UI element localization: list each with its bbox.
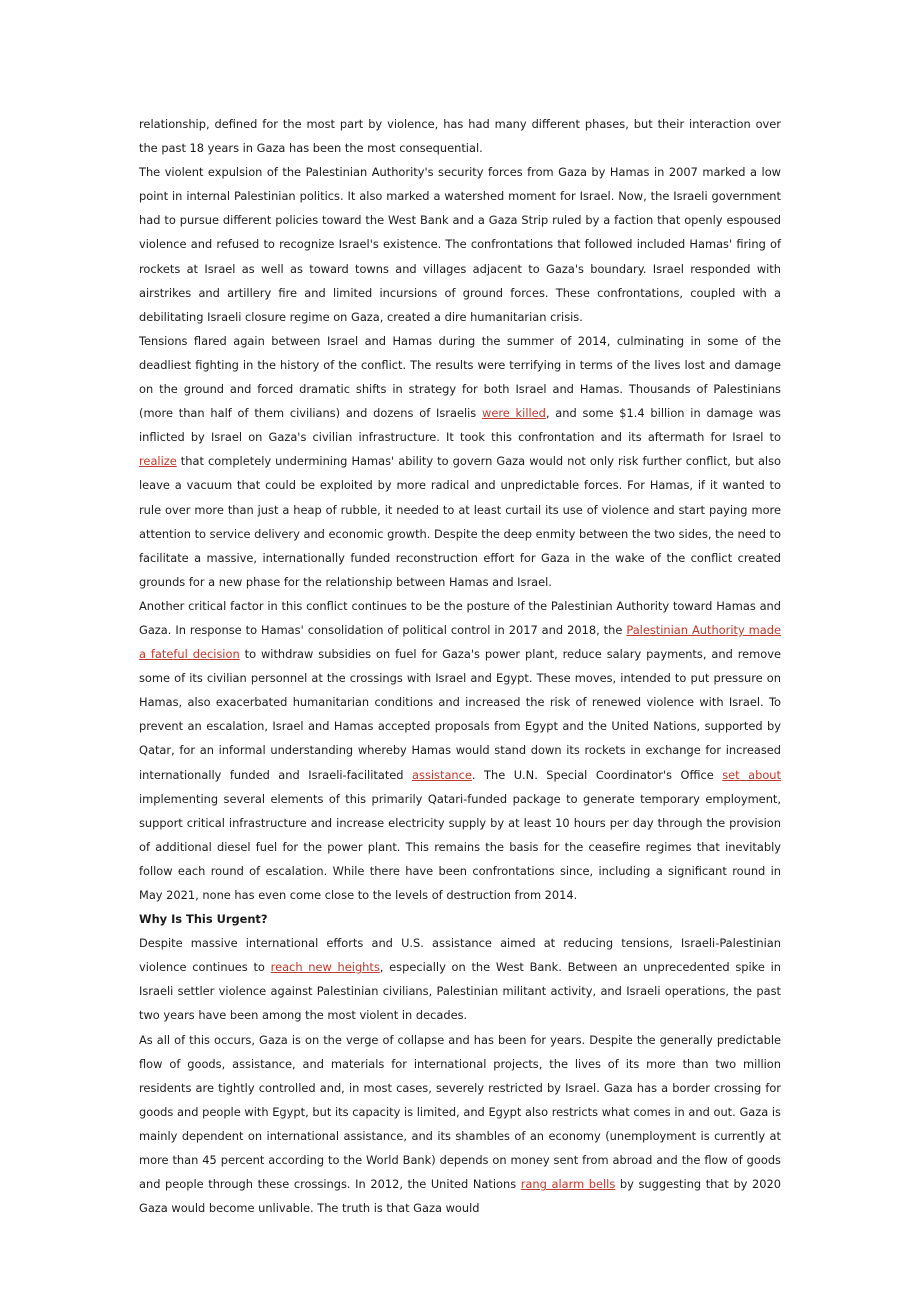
link-rang-alarm-bells[interactable]: rang alarm bells (520, 1177, 616, 1192)
article-body (139, 112, 781, 1220)
paragraph-palestinian-authority: Another critical factor in this conflict continues to be the posture of the Palestinian Authority toward Hamas and Gaza. In response to Hamas' consolidation of political control in 2017 and 2018, the Palestinian Authority made a fateful decision to withdraw subsidies on fuel for Gaza's power plant, reduce salary payments, and remove some of its civilian personnel at the crossings with Israel and Egypt. These moves, intended to put pressure on Hamas, also exacerbated humanitarian conditions and increased the risk of renewed violence with Israel. To prevent an escalation, Israel and Hamas accepted proposals from Egypt and the United Nations, supported by Qatar, for an informal understanding whereby Hamas would stand down its rockets in exchange for increased internationally funded and Israeli-facilitated assistance. The U.N. Special Coordinator's Office set about implementing several elements of this primarily Qatari-funded package to generate temporary employment, support critical infrastructure and increase electricity supply by at least 10 hours per day through the provision of additional diesel fuel for the power plant. This remains the basis for the ceasefire regimes that inevitably follow each round of escalation. While there have been confrontations since, including a significant round in May 2021, none has even come close to the levels of destruction from 2014. (139, 598, 781, 902)
link-palestinian-authority-decision[interactable]: Palestinian Authority made a fateful decision (139, 622, 781, 662)
link-were-killed[interactable]: were killed (482, 406, 546, 421)
link-assistance[interactable]: assistance (412, 767, 472, 782)
paragraph-expulsion: The violent expulsion of the Palestinian Authority's security forces from Gaza by Hamas in 2007 marked a low point in internal Palestinian politics. It also marked a watershed moment for Israel. Now, the Israeli government had to pursue different policies toward the West Bank and a Gaza Strip ruled by a faction that openly espoused violence and refused to recognize Israel's existence. The confrontations that followed included Hamas' firing of rockets at Israel as well as toward towns and villages adjacent to Gaza's boundary. Israel responded with airstrikes and artillery fire and limited incursions of ground forces. These confrontations, coupled with a debilitating Israeli closure regime on Gaza, created a dire humanitarian crisis. (139, 165, 781, 324)
paragraph-violence: Despite massive international efforts and U.S. assistance aimed at reducing tensions, Israeli-Palestinian violence continues to reach new heights, especially on the West Bank. Between an unprecedented spike in Israeli settler violence against Palestinian civilians, Palestinian militant activity, and Israeli operations, the past two years have been among the most violent in decades. (139, 936, 781, 1023)
paragraph-2014-conflict: Tensions flared again between Israel and Hamas during the summer of 2014, culminating in some of the deadliest fighting in the history of the conflict. The results were terrifying in terms of the lives lost and damage on the ground and forced dramatic shifts in strategy for both Israel and Hamas. Thousands of Palestinians (more than half of them civilians) and dozens of Israelis were killed, and some $1.4 billion in damage was inflicted by Israel on Gaza's civilian infrastructure. It took this confrontation and its aftermath for Israel to realize that completely undermining Hamas' ability to govern Gaza would not only risk further conflict, but also leave a vacuum that could be exploited by more radical and unpredictable forces. For Hamas, if it wanted to rule over more than just a heap of rubble, it needed to at least curtail its use of violence and start paying more attention to service delivery and economic growth. Despite the deep enmity between the two sides, the need to facilitate a massive, internationally funded reconstruction effort for Gaza in the wake of the conflict created grounds for a new phase for the relationship between Hamas and Israel. (139, 333, 781, 589)
paragraph-relationship: relationship, defined for the most part by violence, has had many different phases, but their interaction over the past 18 years in Gaza has been the most consequential. (139, 117, 781, 156)
link-reach-new-heights[interactable]: reach new heights (270, 960, 380, 975)
link-set-about[interactable]: set about (722, 767, 781, 782)
paragraph-gaza-collapse: As all of this occurs, Gaza is on the verge of collapse and has been for years. Despite the generally predictable flow of goods, assistance, and materials for international projects, the lives of its more than two million residents are tightly controlled and, in most cases, severely restricted by Israel. Gaza has a border crossing for goods and people with Egypt, but its capacity is limited, and Egypt also restricts what comes in and out. Gaza is mainly dependent on international assistance, and its shambles of an economy (unemployment is currently at more than 45 percent according to the World Bank) depends on money sent from abroad and the flow of goods and people through these crossings. In 2012, the United Nations rang alarm bells by suggesting that by 2020 Gaza would become unlivable. The truth is that Gaza would (139, 1032, 782, 1216)
link-realize[interactable]: realize (139, 454, 177, 469)
section-heading-why-urgent: Why Is This Urgent? (139, 912, 268, 927)
